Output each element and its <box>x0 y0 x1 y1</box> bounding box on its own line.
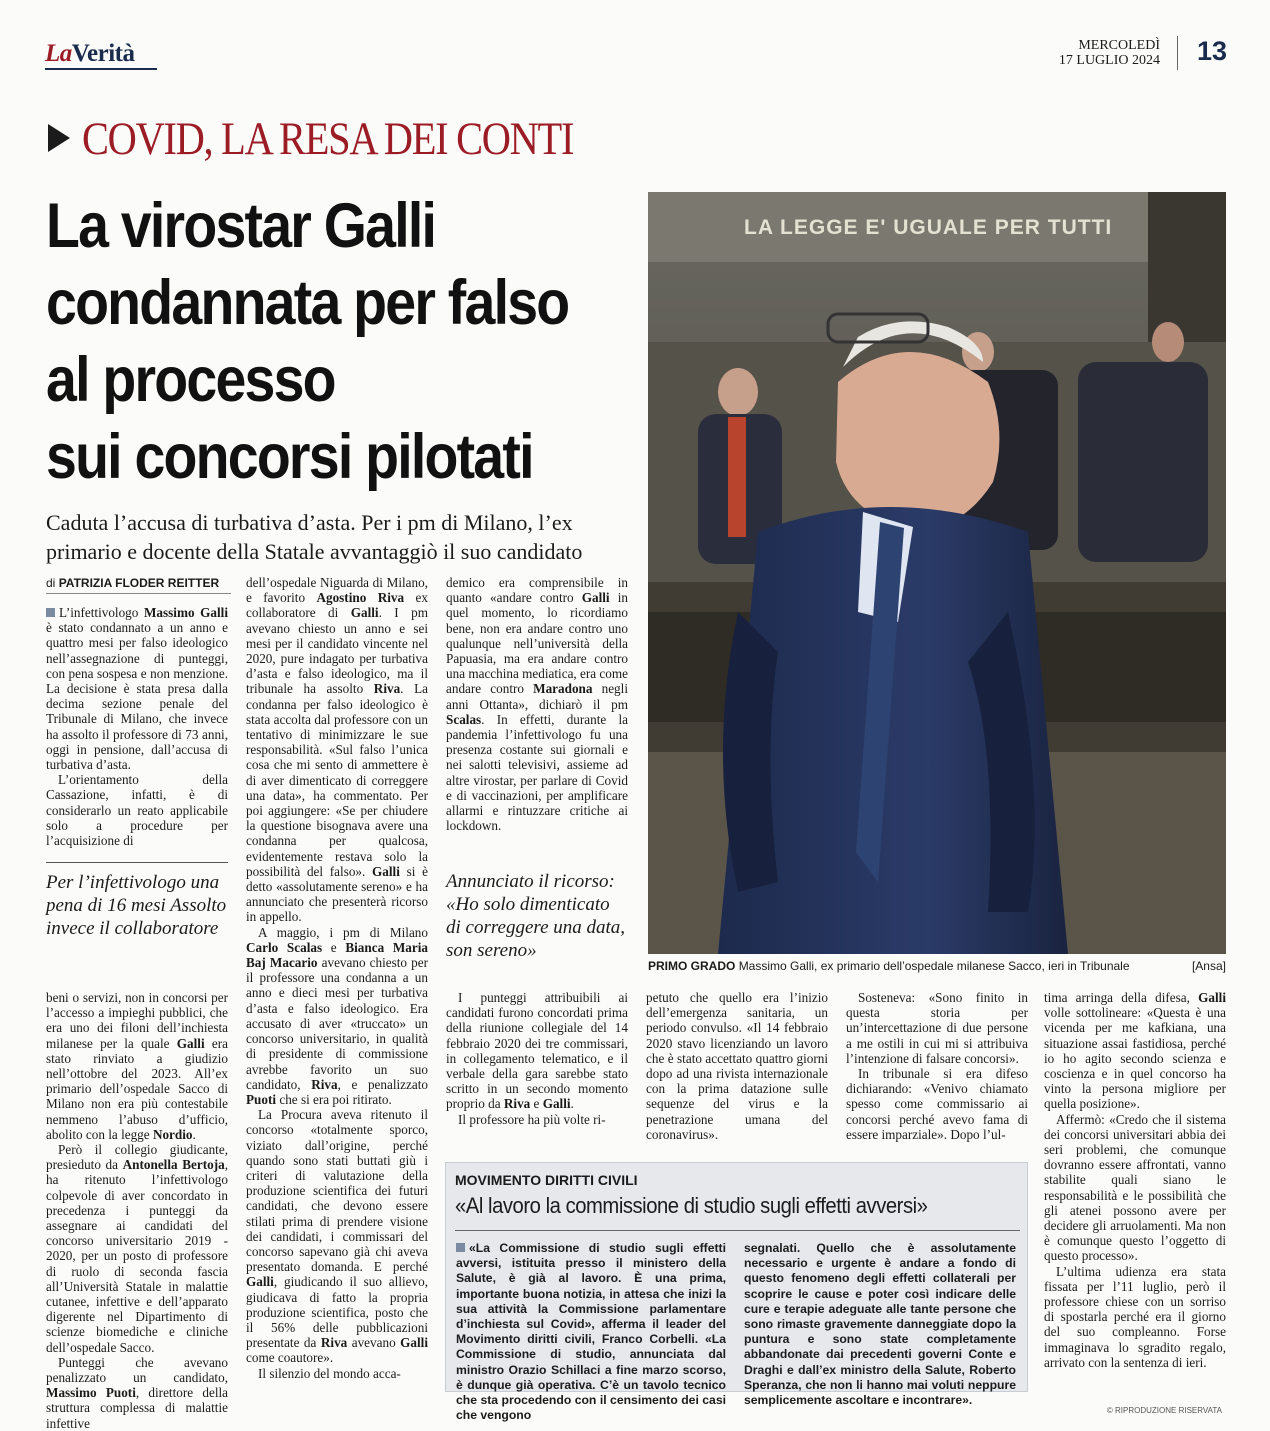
article-column-6: petuto che quello era l’inizio dell’emergenza sanitaria, un periodo convulso. «Il 14 febbraio 2020 stavo licenziando un lavoro che è stato accettato quattro giorni dopo ad una rivista internazionale con la prima datazione sulle sequenze del virus e la penetrazione umana del coronavirus». <box>646 990 828 1142</box>
caption-text: Massimo Galli, ex primario dell’ospedale milanese Sacco, ieri in Tribunale <box>738 959 1130 973</box>
headline-line: condannata per falso <box>46 268 569 338</box>
article-column-2: dell’ospedale Niguarda di Milano, e favorito Agostino Riva ex collaboratore di Galli. I pm avevano chiesto un anno e sei mesi per il candidato vincente nel 2020, pure indagato per turbativa d’asta e falso ideologico, ma il tribunale ha assolto Riva. La condanna per falso ideologico è stata accolta dal professore con un tentativo di minimizzare le sue responsabilità. «Sul falso l’unica cosa che mi sento di ammettere è di aver dimenticato di correggere una data», ha commentato. Per poi aggiungere: «Se per chiudere la questione bisognava avere una condanna per qualcosa, evidentemente restava solo la possibilità del falso». Galli si è detto «assolutamente sereno» e ha annunciato che presenterà ricorso in appello. A maggio, i pm di Milano Carlo Scalas e Bianca Maria Baj Macario avevano chiesto per il professore una condanna a un anno e dieci mesi per turbativa d’asta e falso ideologico. Era accusato di aver «truccato» un concorso universitario, in qualità di presidente di commissione avrebbe favorito un suo candidato, Riva, e penalizzato Puoti che si era poi ritirato. La Procura aveva ritenuto il concorso «totalmente sporco, viziato dall’origine, perché quando sono stati buttati giù i criteri di valutazione della produzione scientifica dei futuri candidati, che devono essere stilati prima di prendere visione dei candidati, i commissari del concorso sapevano già chi aveva presentato domanda. E perché Galli, giudicando il suo allievo, giudicava di fatto la propria produzione scientifica, posto che il 56% delle pubblicazioni presentate da Riva avevano Galli come coautore». Il silenzio del mondo acca- <box>246 575 428 1381</box>
sidebar-title: «Al lavoro la commissione di studio sugli effetti avversi» <box>455 1193 928 1218</box>
dateline-divider <box>1177 36 1178 70</box>
weekday: MERCOLEDÌ <box>1078 38 1160 53</box>
article-column-8: tima arringa della difesa, Galli volle sottolineare: «Questa è una vicenda per me kafkiana, una situazione assai fastidiosa, perché io ho agito secondo scienza e coscienza e in quel concorso ha vinto la persona migliore per quella posizione». Affermò: «Credo che il sistema dei concorsi universitari abbia dei seri problemi, che comunque dovranno essere affrontati, vanno stabilite quali siano le responsabilità e le possibilità che gli atenei possono avere per decidere gli arruolamenti. Ma non è comunque questo l’oggetto di questo processo». L’ultima udienza era stata fissata per l’11 luglio, però il professore chiese con un sorriso di spostarla perché era il giorno del suo compleanno. Forse immaginava lo sgradito regalo, arrivato con la sentenza di ieri. <box>1044 990 1226 1370</box>
photo-caption <box>648 959 1226 974</box>
photo-credit: [Ansa] <box>1191 959 1226 973</box>
copyright-note: © RIPRODUZIONE RISERVATA <box>1106 1406 1222 1415</box>
article-column-5: I punteggi attribuibili ai candidati furono concordati prima della riunione collegiale del 14 febbraio 2020 dei tre commissari, in collegamento telematico, e il verbale della gara sarebbe stato scritto in un secondo momento proprio da Riva e Galli. Il professore ha più volte ri- <box>446 990 628 1127</box>
sidebar-column-2: segnalati. Quello che è assolutamente necessario e urgente è andare a fondo di questo fenomeno degli effetti collaterali per scoprire le cause e poter così indicare delle cure e terapie adeguate alle tante persone che sono rimaste gravemente danneggiate dopo la puntura e sono state completamente abbandonate dai precedenti governi Conte e Draghi e dall’ex ministro della Salute, Roberto Speranza, che non li hanno mai voluti neppure semplicemente ascoltare e incontrare». <box>744 1241 1016 1408</box>
courtroom-photo <box>648 192 1226 954</box>
paragraph-marker-icon <box>456 1243 465 1252</box>
courtroom-sign: LA LEGGE E' UGUALE PER TUTTI <box>744 216 1113 239</box>
sidebar-column-1: «La Commissione di studio sugli effetti avversi, istituita presso il ministero della Salute, è già al lavoro. È una prima, importante buona notizia, in attesa che inizi la sua attività la Commissione parlamentare d’inchiesta sul Covid», afferma il leader del Movimento diritti civili, Franco Corbelli. «La Commissione di studio, annunciata dal ministro Orazio Schillaci a fine marzo scorso, è dunque già operativa. C’è un tavolo tecnico che sta procedendo con il censimento dei casi che vengono <box>456 1241 726 1423</box>
sidebar-divider <box>455 1230 1020 1231</box>
news-photo <box>648 192 1226 954</box>
headline-line: al processo <box>46 345 335 415</box>
dateline <box>1059 38 1160 68</box>
article-column-7: Sosteneva: «Sono finito in questa storia per un’intercettazione di due persone a me ostili in cui mi si attribuiva l’intenzione di falsare concorsi». In tribunale si era difeso dichiarando: «Venivo chiamato spesso come commissario ai concorsi perché avevo fama di essere imparziale». Dopo l’ul- <box>846 990 1028 1142</box>
headline-line: sui concorsi pilotati <box>46 422 533 492</box>
page-number: 13 <box>1196 36 1228 66</box>
byline: di PATRIZIA FLODER REITTER <box>46 576 231 594</box>
subheadline: Caduta l’accusa di turbativa d’asta. Per i pm di Milano, l’ex primario e docente della Statale avvantaggiò il suo candidato <box>46 510 583 564</box>
section-kicker: COVID, LA RESA DEI CONTI <box>82 113 574 165</box>
newspaper-logo: LaVerità <box>45 40 135 67</box>
sidebar-kicker: MOVIMENTO DIRITTI CIVILI <box>455 1172 638 1188</box>
headline-line: La virostar Galli <box>46 191 436 261</box>
article-column-1: L’infettivologo Massimo Galli è stato condannato a un anno e quattro mesi per falso ideologico nell’assegnazione di punteggi, con pena sospesa e non menzione. La decisione è stata presa dalla decima sezione penale del Tribunale di Milano, che invece ha assolto il professore di 73 anni, oggi in pensione, dall’accusa di turbativa d’asta. L’orientamento della Cassazione, infatti, è di considerarlo un reato applicabile solo a procedure per l’acquisizione di <box>46 605 228 849</box>
caption-label: PRIMO GRADO <box>648 959 736 973</box>
article-column-4: beni o servizi, non in concorsi per l’accesso a impieghi pubblici, che era uno dei filoni dell’inchiesta milanese per la quale Galli era stato rinviato a giudizio nell’ottobre del 2023. All’ex primario dell’ospedale Sacco di Milano non era più contestabile nemmeno l’abuso d’ufficio, abolito con la legge Nordio. Però il collegio giudicante, presieduto da Antonella Bertoja, ha ritenuto l’infettivologo colpevole di aver concordato in precedenza i punteggi da assegnare ai candidati del concorso universitario 2019 - 2020, per un posto di professore di ruolo di seconda fascia all’Università Statale in malattie cutanee, infettive e dell’apparato digerente nel Dipartimento di scienze biomediche e cliniche dell’ospedale Sacco. Punteggi che avevano penalizzato un candidato, Massimo Puoti, direttore della struttura complessa di malattie infettive <box>46 990 228 1431</box>
article-column-3: demico era comprensibile in quanto «andare contro Galli in quel momento, lo ricordiamo bene, non era andare contro uno qualunque nell’università della Papuasia, ma era andare contro una macchina mediatica, era come andare contro Maradona negli anni Ottanta», dichiarò il pm Scalas. In effetti, durante la pandemia l’infettivologo fu una presenza costante sui giornali e nei salotti televisivi, assieme ad altre virostar, per parlare di Covid e di vaccinazioni, per amplificare allarmi e rintuzzare critiche ai lockdown. <box>446 575 628 834</box>
pull-quote-left: Per l’infettivologo una pena di 16 mesi Assolto invece il collaboratore <box>46 862 228 940</box>
headline <box>46 188 592 496</box>
pull-quote-right: Annunciato il ricorso: «Ho solo dimenticato di correggere una data, son sereno» <box>446 871 626 961</box>
paragraph-marker-icon <box>46 608 55 617</box>
logo-underline <box>45 68 157 70</box>
issue-date: 17 LUGLIO 2024 <box>1058 53 1160 68</box>
kicker-arrow-icon <box>48 124 70 152</box>
